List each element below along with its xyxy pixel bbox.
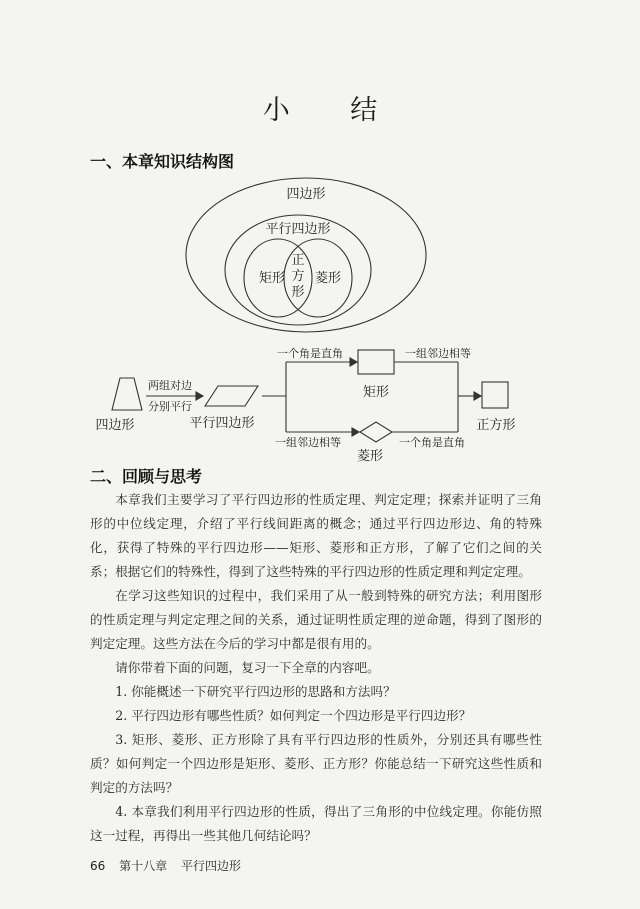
review-body xyxy=(90,488,542,848)
flow-label-bottom-right: 一个角是直角 xyxy=(399,436,465,449)
parallelogram-shape xyxy=(205,386,258,406)
flow-diagram xyxy=(112,350,508,442)
arrowhead xyxy=(352,428,359,436)
flow-label-rectangle: 矩形 xyxy=(362,385,390,400)
paragraph: 请你带着下面的问题，复习一下全章的内容吧。 xyxy=(115,660,380,675)
flow-label-edge1-top: 两组对边 xyxy=(148,379,192,392)
arrowhead xyxy=(196,392,203,400)
venn-diagram xyxy=(186,178,426,332)
venn-label-rhombus: 菱形 xyxy=(314,271,342,286)
venn-label-rectangle: 矩形 xyxy=(258,271,286,286)
venn-label-square-3: 形 xyxy=(291,285,305,300)
arrowhead xyxy=(474,392,481,400)
flow-labels xyxy=(95,346,515,464)
page-title: 小 结 xyxy=(262,95,404,126)
venn-label-quadrilateral: 四边形 xyxy=(286,187,326,202)
flow-label-edge1-bottom: 分别平行 xyxy=(148,400,192,413)
page-footer xyxy=(90,857,251,874)
chapter-number: 第十八章 xyxy=(119,859,168,873)
section-heading-review: 二、回顾与思考 xyxy=(90,467,203,486)
venn-label-parallelogram: 平行四边形 xyxy=(265,222,331,237)
page-number: 66 xyxy=(90,859,106,873)
section-heading-knowledge-map: 一、本章知识结构图 xyxy=(90,152,235,171)
venn-label-square-1: 正 xyxy=(291,253,305,268)
question-item: 2. 平行四边形有哪些性质？如何判定一个四边形是平行四边形？ xyxy=(115,708,472,723)
flow-label-bottom-left: 一组邻边相等 xyxy=(275,436,341,449)
arrowhead xyxy=(350,358,357,366)
question-item: 4. 本章我们利用平行四边形的性质，得出了三角形的中位线定理。你能仿照这一过程，再得出一些其他几何结论吗？ xyxy=(90,804,542,843)
paragraph: 在学习这些知识的过程中，我们采用了从一般到特殊的研究方法；利用图形的性质定理与判定定理之间的关系，通过证明性质定理的逆命题，得到了图形的判定定理。这些方法在今后的学习中都是很有用的。 xyxy=(90,588,542,651)
flow-label-quadrilateral: 四边形 xyxy=(95,418,135,433)
rectangle-shape xyxy=(358,350,394,374)
quadrilateral-shape xyxy=(112,378,142,410)
flow-label-rhombus: 菱形 xyxy=(356,449,384,464)
flow-label-square: 正方形 xyxy=(476,418,516,433)
flow-label-top-right: 一组邻边相等 xyxy=(405,347,471,360)
chapter-title: 平行四边形 xyxy=(180,859,241,873)
rhombus-shape xyxy=(360,422,392,442)
square-shape xyxy=(482,382,508,408)
question-item: 1. 你能概述一下研究平行四边形的思路和方法吗？ xyxy=(115,684,396,699)
flow-label-top-left: 一个角是直角 xyxy=(277,347,343,360)
question-item: 3. 矩形、菱形、正方形除了具有平行四边形的性质外，分别还具有哪些性质？如何判定一个四边形是矩形、菱形、正方形？你能总结一下研究这些性质和判定的方法吗？ xyxy=(90,732,542,795)
flow-label-parallelogram: 平行四边形 xyxy=(189,416,255,431)
venn-label-square-2: 方 xyxy=(291,269,305,284)
paragraph: 本章我们主要学习了平行四边形的性质定理、判定定理；探索并证明了三角形的中位线定理，介绍了平行线间距离的概念；通过平行四边形边、角的特殊化，获得了特殊的平行四边形——矩形、菱形和正方形，了解了它们之间的关系；根据它们的特殊性，得到了这些特殊的平行四边形的性质定理和判定定理。 xyxy=(90,492,542,579)
